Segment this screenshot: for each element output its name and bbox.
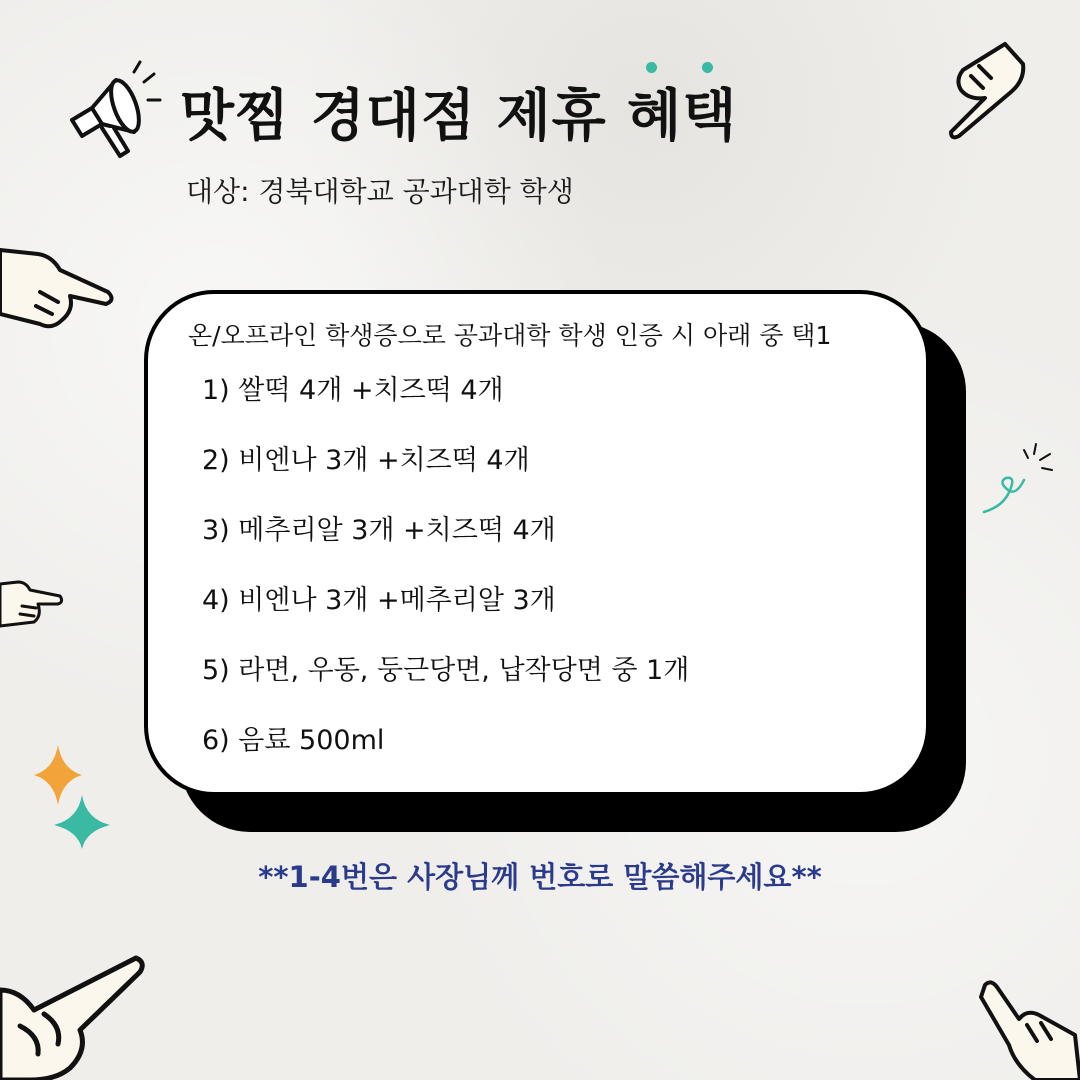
confetti-icon bbox=[980, 440, 1055, 520]
pointing-hand-icon bbox=[0, 572, 66, 632]
card-intro: 온/오프라인 학생증으로 공과대학 학생 인증 시 아래 중 택1 bbox=[188, 321, 832, 350]
benefit-option-1: 1) 쌀떡 4개 +치즈떡 4개 bbox=[202, 375, 504, 406]
benefit-option-3: 3) 메추리알 3개 +치즈떡 4개 bbox=[202, 515, 556, 546]
benefit-card bbox=[144, 290, 930, 796]
pointing-hand-icon bbox=[945, 40, 1030, 140]
megaphone-icon bbox=[62, 58, 172, 168]
benefit-option-2: 2) 비엔나 3개 +치즈떡 4개 bbox=[202, 445, 530, 476]
benefit-option-6: 6) 음료 500ml bbox=[202, 725, 385, 756]
subtitle: 대상: 경북대학교 공과대학 학생 bbox=[186, 175, 574, 208]
footer-note: **1-4번은 사장님께 번호로 말씀해주세요** bbox=[258, 860, 822, 894]
sparkle-icon bbox=[32, 745, 112, 850]
page-title: 맛찜 경대점 제휴 혜택 bbox=[180, 84, 738, 149]
pointing-hand-icon bbox=[0, 240, 120, 335]
pointing-hand-icon bbox=[0, 950, 150, 1080]
benefit-options bbox=[202, 374, 689, 794]
benefit-option-4: 4) 비엔나 3개 +메추리알 3개 bbox=[202, 585, 556, 616]
benefit-option-5: 5) 라면, 우동, 둥근당면, 납작당면 중 1개 bbox=[202, 655, 690, 686]
pointing-hand-icon bbox=[975, 975, 1080, 1080]
